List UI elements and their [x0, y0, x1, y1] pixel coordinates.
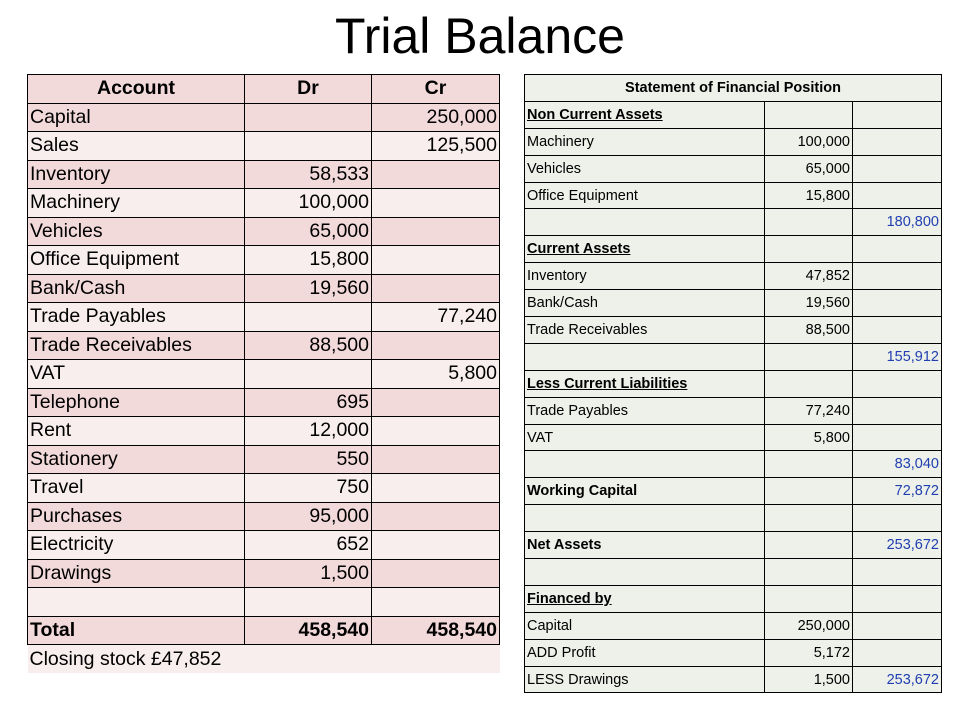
table-row: [28, 417, 500, 446]
dr-cell: 95,000: [245, 502, 372, 531]
dr-cell: 1,500: [245, 559, 372, 588]
sfp-subtotal: 72,872: [853, 478, 942, 505]
sfp-label: Inventory: [525, 263, 765, 290]
sfp-row: [525, 290, 942, 317]
column-header-account: Account: [28, 75, 245, 104]
sfp-amount: 5,800: [765, 424, 853, 451]
table-row: [28, 189, 500, 218]
sfp-amount: 100,000: [765, 128, 853, 155]
total-cr: 458,540: [372, 616, 500, 645]
sfp-subtotal: [853, 612, 942, 639]
account-cell: Sales: [28, 132, 245, 161]
account-cell: Office Equipment: [28, 246, 245, 275]
sfp-amount: 47,852: [765, 263, 853, 290]
sfp-subtotal: [853, 639, 942, 666]
sfp-row: [525, 128, 942, 155]
sfp-label: ADD Profit: [525, 639, 765, 666]
sfp-row: [525, 451, 942, 478]
account-cell: [28, 588, 245, 617]
sfp-subtotal: 180,800: [853, 209, 942, 236]
table-row: [28, 331, 500, 360]
cr-cell: [372, 445, 500, 474]
sfp-subtotal: [853, 182, 942, 209]
account-cell: Electricity: [28, 531, 245, 560]
sfp-label: [525, 209, 765, 236]
sfp-subtotal: 155,912: [853, 343, 942, 370]
sfp-label: Non Current Assets: [525, 101, 765, 128]
dr-cell: 12,000: [245, 417, 372, 446]
sfp-label: [525, 451, 765, 478]
dr-cell: [245, 588, 372, 617]
table-row: [28, 388, 500, 417]
sfp-label: [525, 505, 765, 532]
sfp-row: [525, 209, 942, 236]
table-row: [28, 217, 500, 246]
cr-cell: 250,000: [372, 103, 500, 132]
table-row: [28, 132, 500, 161]
closing-stock-note: Closing stock £47,852: [28, 645, 500, 674]
sfp-subtotal: [853, 505, 942, 532]
sfp-label: LESS Drawings: [525, 666, 765, 693]
sfp-row: [525, 370, 942, 397]
page-title: Trial Balance: [335, 8, 625, 64]
sfp-subtotal: [853, 370, 942, 397]
sfp-amount: 5,172: [765, 639, 853, 666]
total-row: [28, 616, 500, 645]
sfp-row: [525, 612, 942, 639]
sfp-amount: [765, 236, 853, 263]
sfp-title: Statement of Financial Position: [525, 75, 942, 102]
sfp-subtotal: 253,672: [853, 532, 942, 559]
account-cell: Capital: [28, 103, 245, 132]
account-cell: Bank/Cash: [28, 274, 245, 303]
dr-cell: 750: [245, 474, 372, 503]
sfp-label: Trade Receivables: [525, 317, 765, 344]
cr-cell: [372, 189, 500, 218]
cr-cell: 77,240: [372, 303, 500, 332]
sfp-row: [525, 532, 942, 559]
account-cell: Travel: [28, 474, 245, 503]
dr-cell: 652: [245, 531, 372, 560]
sfp-subtotal: [853, 236, 942, 263]
table-row: [28, 445, 500, 474]
cr-cell: [372, 502, 500, 531]
sfp-row: [525, 505, 942, 532]
sfp-label: Capital: [525, 612, 765, 639]
sfp-row: [525, 182, 942, 209]
sfp-label: [525, 343, 765, 370]
sfp-row: [525, 585, 942, 612]
table-row: [28, 303, 500, 332]
dr-cell: 550: [245, 445, 372, 474]
sfp-label: Office Equipment: [525, 182, 765, 209]
table-row: [28, 559, 500, 588]
sfp-amount: [765, 209, 853, 236]
account-cell: VAT: [28, 360, 245, 389]
total-dr: 458,540: [245, 616, 372, 645]
financial-position-table: [524, 74, 942, 693]
sfp-amount: 250,000: [765, 612, 853, 639]
account-cell: Vehicles: [28, 217, 245, 246]
cr-cell: [372, 588, 500, 617]
sfp-amount: 88,500: [765, 317, 853, 344]
sfp-label: Working Capital: [525, 478, 765, 505]
sfp-label: Trade Payables: [525, 397, 765, 424]
cr-cell: [372, 274, 500, 303]
sfp-row: [525, 236, 942, 263]
account-cell: Trade Payables: [28, 303, 245, 332]
dr-cell: 58,533: [245, 160, 372, 189]
cr-cell: [372, 217, 500, 246]
table-row: [28, 246, 500, 275]
sfp-amount: 77,240: [765, 397, 853, 424]
sfp-label: Net Assets: [525, 532, 765, 559]
table-row: [28, 474, 500, 503]
sfp-row: [525, 666, 942, 693]
column-header-cr: Cr: [372, 75, 500, 104]
sfp-row: [525, 639, 942, 666]
table-row: [28, 103, 500, 132]
sfp-subtotal: [853, 424, 942, 451]
account-cell: Inventory: [28, 160, 245, 189]
account-cell: Stationery: [28, 445, 245, 474]
sfp-label: Current Assets: [525, 236, 765, 263]
table-row: [28, 588, 500, 617]
cr-cell: [372, 331, 500, 360]
account-cell: Purchases: [28, 502, 245, 531]
dr-cell: 88,500: [245, 331, 372, 360]
sfp-label: Less Current Liabilities: [525, 370, 765, 397]
sfp-label: [525, 559, 765, 586]
sfp-subtotal: 83,040: [853, 451, 942, 478]
sfp-header-row: [525, 75, 942, 102]
dr-cell: [245, 303, 372, 332]
cr-cell: [372, 160, 500, 189]
sfp-subtotal: [853, 397, 942, 424]
sfp-subtotal: 253,672: [853, 666, 942, 693]
sfp-row: [525, 478, 942, 505]
note-row: [28, 645, 500, 674]
cr-cell: [372, 388, 500, 417]
sfp-amount: [765, 451, 853, 478]
dr-cell: [245, 103, 372, 132]
sfp-amount: [765, 559, 853, 586]
sfp-row: [525, 343, 942, 370]
table-row: [28, 502, 500, 531]
column-header-dr: Dr: [245, 75, 372, 104]
table-row: [28, 160, 500, 189]
sfp-subtotal: [853, 317, 942, 344]
sfp-row: [525, 101, 942, 128]
cr-cell: [372, 559, 500, 588]
sfp-amount: [765, 505, 853, 532]
sfp-row: [525, 559, 942, 586]
sfp-label: Financed by: [525, 585, 765, 612]
sfp-subtotal: [853, 290, 942, 317]
cr-cell: 5,800: [372, 360, 500, 389]
cr-cell: [372, 246, 500, 275]
sfp-amount: [765, 343, 853, 370]
sfp-amount: [765, 585, 853, 612]
sfp-row: [525, 263, 942, 290]
sfp-label: Bank/Cash: [525, 290, 765, 317]
sfp-subtotal: [853, 585, 942, 612]
table-header-row: [28, 75, 500, 104]
dr-cell: 65,000: [245, 217, 372, 246]
sfp-subtotal: [853, 155, 942, 182]
cr-cell: [372, 417, 500, 446]
table-row: [28, 360, 500, 389]
sfp-row: [525, 317, 942, 344]
sfp-amount: [765, 532, 853, 559]
sfp-subtotal: [853, 559, 942, 586]
sfp-amount: [765, 478, 853, 505]
sfp-amount: [765, 101, 853, 128]
dr-cell: 15,800: [245, 246, 372, 275]
sfp-amount: 65,000: [765, 155, 853, 182]
table-row: [28, 531, 500, 560]
cr-cell: 125,500: [372, 132, 500, 161]
sfp-row: [525, 155, 942, 182]
sfp-amount: 15,800: [765, 182, 853, 209]
cr-cell: [372, 474, 500, 503]
account-cell: Telephone: [28, 388, 245, 417]
cr-cell: [372, 531, 500, 560]
total-label: Total: [28, 616, 245, 645]
account-cell: Machinery: [28, 189, 245, 218]
sfp-row: [525, 424, 942, 451]
dr-cell: 695: [245, 388, 372, 417]
sfp-label: Machinery: [525, 128, 765, 155]
table-row: [28, 274, 500, 303]
account-cell: Rent: [28, 417, 245, 446]
dr-cell: [245, 360, 372, 389]
sfp-row: [525, 397, 942, 424]
trial-balance-table: [27, 74, 500, 673]
sfp-subtotal: [853, 128, 942, 155]
account-cell: Drawings: [28, 559, 245, 588]
sfp-subtotal: [853, 263, 942, 290]
sfp-subtotal: [853, 101, 942, 128]
dr-cell: 19,560: [245, 274, 372, 303]
sfp-amount: 19,560: [765, 290, 853, 317]
dr-cell: 100,000: [245, 189, 372, 218]
sfp-amount: [765, 370, 853, 397]
dr-cell: [245, 132, 372, 161]
sfp-amount: 1,500: [765, 666, 853, 693]
sfp-label: VAT: [525, 424, 765, 451]
sfp-label: Vehicles: [525, 155, 765, 182]
account-cell: Trade Receivables: [28, 331, 245, 360]
